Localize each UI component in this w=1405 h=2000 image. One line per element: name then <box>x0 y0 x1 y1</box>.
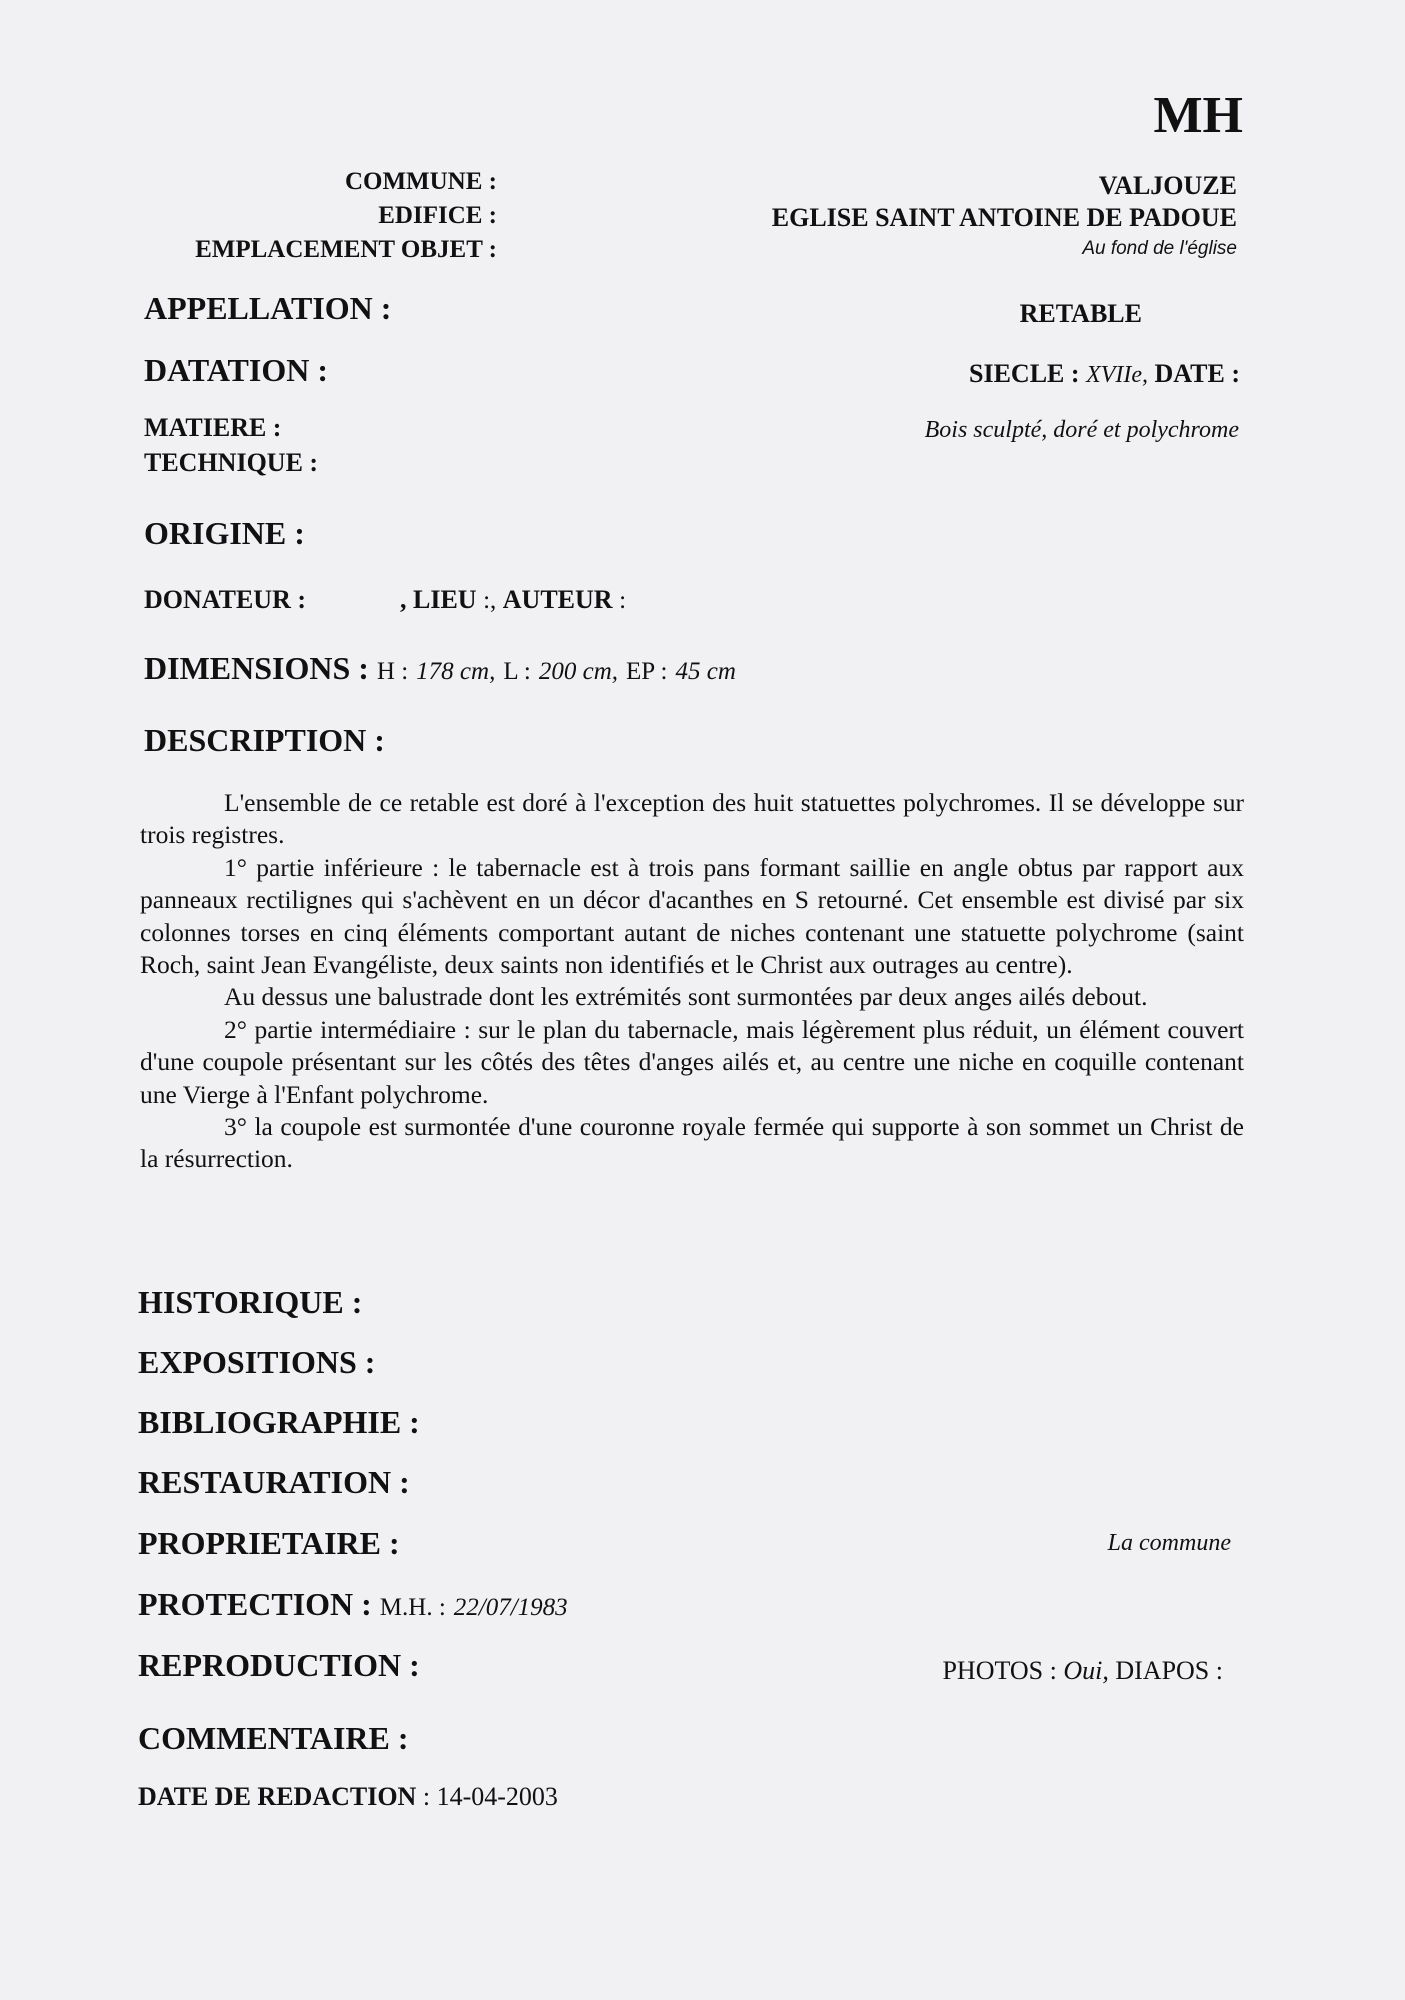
description-paragraph-4: 2° partie intermédiaire : sur le plan du tabernacle, mais légèrement plus réduit, un élément couvert d'une coupole présentant sur les côtés des têtes d'anges ailés et, au centre une niche en coquille contenant une Vierge à l'Enfant polychrome. <box>140 1014 1244 1109</box>
edifice-value: EGLISE SAINT ANTOINE DE PADOUE <box>771 203 1237 232</box>
photos-label: PHOTOS : <box>942 1656 1057 1685</box>
h-label: H : <box>376 658 409 685</box>
lieu-auteur-line <box>400 585 626 615</box>
protection-label: PROTECTION : <box>138 1586 372 1622</box>
siecle-label: SIECLE : <box>969 359 1080 388</box>
reproduction-label: REPRODUCTION : <box>138 1647 420 1683</box>
photos-line <box>942 1656 1223 1686</box>
redaction-separator: : <box>422 1782 431 1811</box>
ep-label: EP : <box>626 658 668 685</box>
restauration-label: RESTAURATION : <box>138 1464 410 1500</box>
redaction-label: DATE DE REDACTION <box>138 1782 417 1811</box>
lieu-separator: :, <box>483 587 497 614</box>
description-text <box>140 787 1244 1176</box>
historique-label: HISTORIQUE : <box>138 1284 363 1320</box>
description-paragraph-1: L'ensemble de ce retable est doré à l'exception des huit statuettes polychromes. Il se développe sur trois registres. <box>140 788 1244 850</box>
siecle-value: XVIIe, <box>1086 362 1149 388</box>
commune-label: COMMUNE : <box>344 168 497 195</box>
description-paragraph-2: 1° partie inférieure : le tabernacle est à trois pans formant saillie en angle obtus par rapport aux panneaux rectilignes qui s'achèvent en un décor d'acanthes en S retourné. Cet ensemble est divisé par six colonnes torses en cinq éléments comportant autant de niches contenant une statuette polychrome (saint Roch, saint Jean Evangéliste, deux saints non identifiés et le Christ aux outrages au centre). <box>140 852 1244 980</box>
protection-line <box>138 1586 568 1623</box>
lieu-label: , LIEU <box>400 585 477 614</box>
protection-date: 22/07/1983 <box>453 1594 568 1621</box>
datation-label: DATATION : <box>144 352 328 388</box>
redaction-line <box>138 1782 558 1812</box>
date-label: DATE : <box>1154 359 1240 388</box>
proprietaire-label: PROPRIETAIRE : <box>138 1525 400 1561</box>
mh-corner-mark: MH <box>1153 87 1243 144</box>
commentaire-label: COMMENTAIRE : <box>138 1720 409 1756</box>
siecle-line <box>969 359 1240 389</box>
bibliographie-label: BIBLIOGRAPHIE : <box>138 1404 420 1440</box>
description-label: DESCRIPTION : <box>144 722 385 758</box>
technique-label: TECHNIQUE : <box>144 448 319 477</box>
l-label: L : <box>503 658 531 685</box>
dimensions-label: DIMENSIONS : <box>144 650 369 686</box>
photos-value: Oui, <box>1063 1656 1109 1685</box>
proprietaire-value: La commune <box>1107 1530 1231 1556</box>
edifice-label: EDIFICE : <box>378 202 497 229</box>
description-paragraph-5: 3° la coupole est surmontée d'une couronne royale fermée qui supporte à son sommet un Christ de la résurrection. <box>140 1112 1244 1174</box>
description-paragraph-3: Au dessus une balustrade dont les extrémités sont surmontées par deux anges ailés debout. <box>224 982 1148 1012</box>
h-value: 178 cm, <box>416 658 496 685</box>
appellation-value: RETABLE <box>1019 299 1142 328</box>
diapos-label: DIAPOS : <box>1115 1656 1223 1685</box>
l-value: 200 cm, <box>538 658 619 685</box>
ep-value: 45 cm <box>675 658 736 685</box>
commune-value: VALJOUZE <box>1098 171 1237 200</box>
expositions-label: EXPOSITIONS : <box>138 1344 376 1380</box>
emplacement-label: EMPLACEMENT OBJET : <box>195 236 497 263</box>
protection-type: M.H. : <box>379 1594 446 1621</box>
origine-label: ORIGINE : <box>144 515 305 551</box>
emplacement-value: Au fond de l'église <box>1082 238 1237 259</box>
appellation-label: APPELLATION : <box>144 290 392 326</box>
matiere-label: MATIERE : <box>144 413 282 442</box>
dimensions-line <box>144 650 736 687</box>
donateur-label: DONATEUR : <box>144 585 307 614</box>
auteur-label: AUTEUR <box>502 585 613 614</box>
redaction-date: 14-04-2003 <box>436 1782 558 1811</box>
auteur-separator: : <box>619 587 627 614</box>
matiere-value: Bois sculpté, doré et polychrome <box>924 417 1239 443</box>
